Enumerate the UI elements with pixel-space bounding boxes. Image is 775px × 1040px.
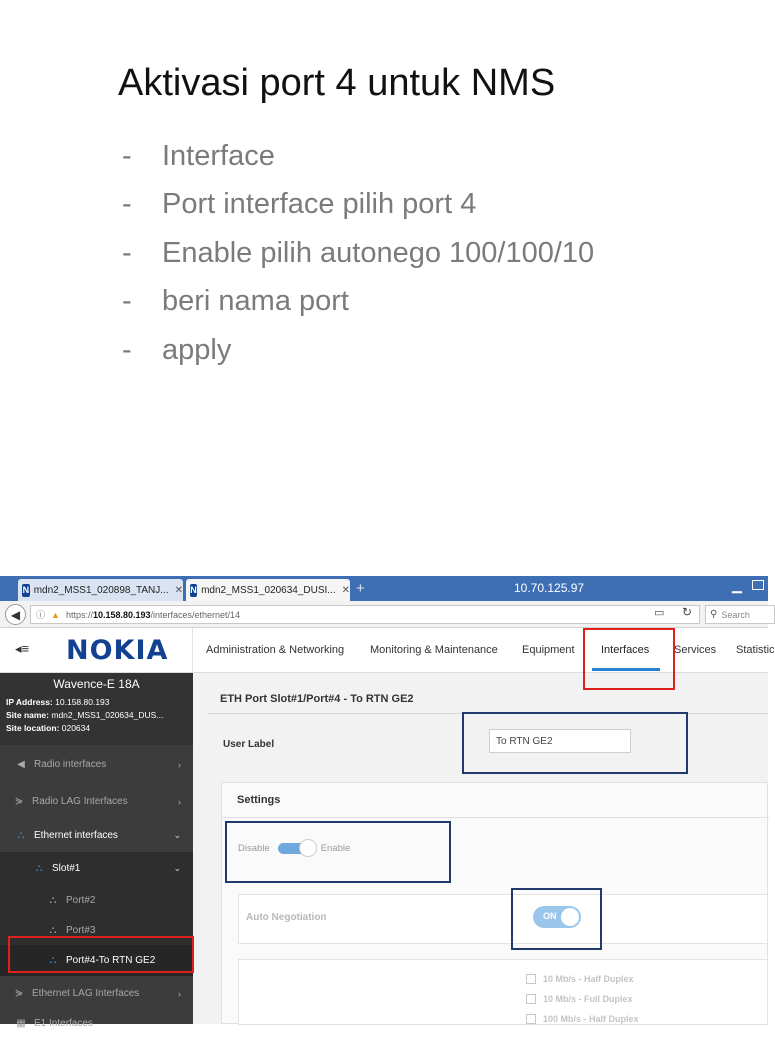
nav-services[interactable]: Services — [674, 644, 717, 656]
megaphone-icon: ◀ — [17, 759, 25, 770]
chevron-right-icon: › — [178, 988, 181, 999]
checkbox[interactable] — [526, 974, 536, 984]
bullet-item — [122, 278, 594, 327]
info-icon: ⓘ — [36, 610, 46, 620]
divider — [208, 713, 768, 714]
sidebar-item-radio-interfaces[interactable]: ◀ Radio interfaces › — [0, 748, 193, 781]
chevron-right-icon: › — [178, 796, 181, 807]
speed-option[interactable]: 10 Mb/s - Full Duplex — [526, 994, 633, 1004]
slide-title: Aktivasi port 4 untuk NMS — [118, 62, 556, 104]
speed-option[interactable]: 100 Mb/s - Half Duplex — [526, 1014, 639, 1024]
network-icon: ⛬ — [35, 863, 43, 874]
maximize-icon[interactable] — [752, 580, 764, 590]
browser-tab-bar — [0, 576, 768, 601]
page-title: ETH Port Slot#1/Port#4 - To RTN GE2 — [220, 693, 414, 705]
auto-negotiation-toggle[interactable] — [533, 906, 581, 928]
sidebar-item-port4[interactable]: ⛬ Port#4-To RTN GE2 — [0, 945, 193, 976]
checkbox[interactable] — [526, 1014, 536, 1024]
bullet-marker: - — [122, 188, 132, 221]
speed-options-panel — [238, 959, 768, 1025]
bullet-item — [122, 326, 594, 375]
network-icon: ⛬ — [49, 955, 57, 966]
disable-label: Disable — [238, 843, 270, 854]
url-text: https://10.158.80.193/interfaces/ethernet/14 — [65, 609, 241, 620]
bullet-list — [122, 132, 594, 375]
settings-heading: Settings — [237, 794, 281, 806]
enable-label: Enable — [320, 843, 351, 854]
insecure-lock-icon: ▲ — [51, 609, 60, 620]
embedded-screenshot — [0, 576, 775, 1029]
chevron-down-icon: ⌄ — [173, 863, 181, 873]
reload-icon[interactable]: ↻ — [682, 605, 693, 619]
nav-monitoring[interactable]: Monitoring & Maintenance — [370, 644, 498, 656]
bullet-text: Enable pilih autonego 100/100/10 — [162, 236, 595, 269]
bullet-item — [122, 181, 594, 230]
menu-toggle-icon[interactable]: ◂≡ — [15, 641, 30, 656]
switch-knob — [299, 839, 317, 857]
reader-view-icon[interactable]: ▭ — [654, 607, 665, 619]
nokia-favicon-icon: N — [190, 585, 197, 595]
close-icon[interactable]: ✕ — [341, 584, 350, 596]
lag-icon: ⋟ — [14, 988, 24, 999]
search-icon: ⚲ — [710, 609, 718, 620]
network-icon: ⛬ — [49, 924, 57, 936]
browser-url-bar — [0, 601, 768, 628]
nav-statistic[interactable]: Statistic — [736, 644, 775, 656]
lag-icon: ⋟ — [14, 796, 24, 807]
sidebar — [0, 673, 193, 1029]
enable-toggle-row — [238, 843, 350, 854]
new-tab-button[interactable]: + — [356, 580, 365, 597]
toggle-state-text: ON — [543, 911, 557, 921]
search-placeholder: Search — [721, 609, 750, 620]
nokia-logo: NOKIA — [66, 635, 169, 666]
sidebar-item-radio-lag[interactable]: ⋟ Radio LAG Interfaces › — [0, 785, 193, 818]
sidebar-item-ethernet-interfaces[interactable]: ⛬ Ethernet interfaces ⌄ — [0, 819, 193, 852]
bullet-text: apply — [162, 333, 232, 366]
bullet-marker: - — [122, 285, 132, 318]
bullet-item — [122, 132, 594, 181]
user-label-input[interactable]: To RTN GE2 — [489, 729, 631, 753]
nav-equipment[interactable]: Equipment — [522, 644, 575, 656]
window-title: 10.70.125.97 — [514, 581, 585, 595]
nav-administration[interactable]: Administration & Networking — [206, 644, 345, 656]
bullet-text: Port interface pilih port 4 — [162, 188, 477, 221]
bullet-text: Interface — [162, 139, 275, 172]
sidebar-item-ethernet-lag[interactable]: ⋟ Ethernet LAG Interfaces › — [0, 977, 193, 1010]
search-input[interactable] — [705, 605, 775, 624]
bullet-marker: - — [122, 236, 132, 269]
site-location: Site location: 020634 — [6, 723, 91, 733]
device-info — [0, 673, 193, 745]
divider — [192, 628, 193, 673]
auto-negotiation-label: Auto Negotiation — [246, 912, 327, 923]
network-icon: ⛬ — [17, 830, 25, 841]
bullet-marker: - — [122, 333, 132, 366]
browser-tab-1[interactable] — [18, 579, 183, 601]
back-arrow-icon[interactable]: ◀ — [5, 604, 26, 625]
bullet-item — [122, 229, 594, 278]
browser-tab-2[interactable] — [186, 579, 350, 601]
app-top-nav — [0, 628, 775, 673]
enable-switch[interactable] — [278, 843, 314, 854]
nokia-favicon-icon: N — [22, 585, 30, 595]
tab-label: mdn2_MSS1_020898_TANJ... — [33, 584, 169, 596]
sidebar-item-port3[interactable]: ⛬ Port#3 — [0, 915, 193, 945]
ip-address: IP Address: 10.158.80.193 — [6, 697, 110, 707]
chevron-right-icon: › — [178, 759, 181, 770]
chevron-down-icon: ⌄ — [173, 830, 181, 840]
close-icon[interactable]: ✕ — [174, 584, 183, 596]
divider — [222, 817, 769, 818]
sidebar-item-slot1[interactable]: ⛬ Slot#1 ⌄ — [0, 852, 193, 885]
user-label-caption: User Label — [223, 739, 275, 750]
e1-icon: ▦ — [16, 1018, 26, 1029]
bullet-text: beri nama port — [162, 285, 349, 318]
tab-label: mdn2_MSS1_020634_DUSI... — [201, 584, 336, 596]
checkbox[interactable] — [526, 994, 536, 1004]
nav-interfaces[interactable]: Interfaces — [601, 644, 650, 656]
bullet-marker: - — [122, 139, 132, 172]
device-name: Wavence-E 18A — [53, 677, 140, 691]
minimize-icon[interactable]: ▁ — [732, 578, 742, 593]
speed-option[interactable]: 10 Mb/s - Half Duplex — [526, 974, 634, 984]
sidebar-item-port2[interactable]: ⛬ Port#2 — [0, 885, 193, 915]
sidebar-item-e1-interfaces[interactable]: ▦ E1 Interfaces — [0, 1007, 193, 1040]
active-nav-indicator — [592, 668, 660, 671]
site-name: Site name: mdn2_MSS1_020634_DUS... — [6, 710, 164, 720]
network-icon: ⛬ — [49, 894, 57, 906]
url-input[interactable] — [30, 605, 700, 624]
toggle-knob — [561, 908, 579, 926]
